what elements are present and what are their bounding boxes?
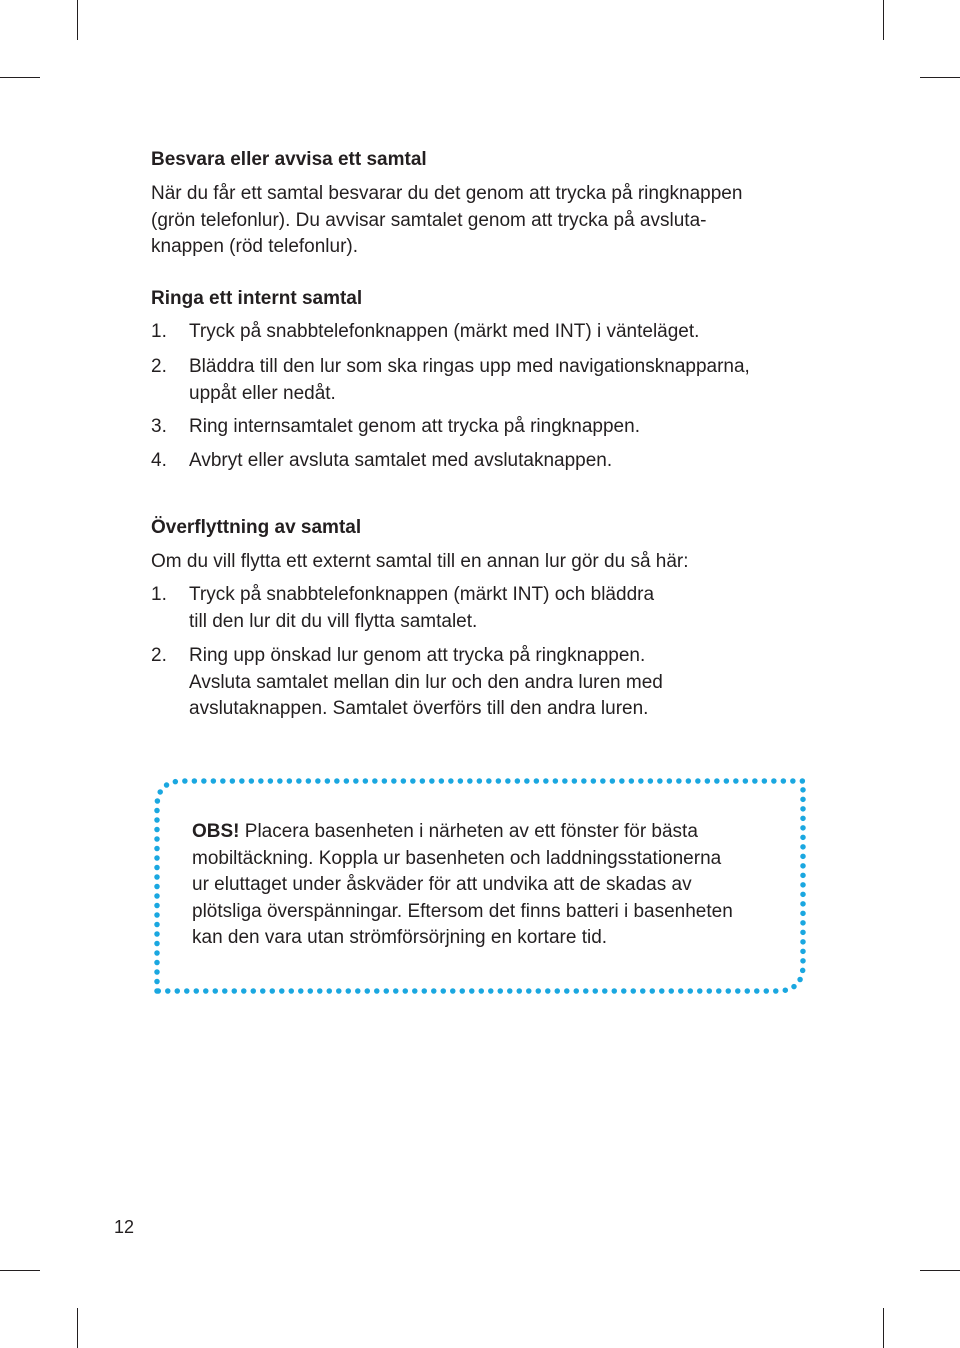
list-item-text: Avsluta samtalet mellan din lur och den andra luren med xyxy=(189,671,663,693)
list-item-number: 1. xyxy=(151,584,167,605)
list-item-text: uppåt eller nedåt. xyxy=(189,382,336,404)
crop-mark xyxy=(920,1270,960,1271)
crop-mark xyxy=(920,77,960,78)
note-line: ur eluttaget under åskväder för att undvika att de skadas av xyxy=(192,874,692,896)
page-number: 12 xyxy=(114,1217,135,1237)
answer-paragraph-line: När du får ett samtal besvarar du det genom att trycka på ringknappen xyxy=(151,183,743,204)
note-line: kan den vara utan strömförsörjning en kortare tid. xyxy=(192,927,608,949)
answer-paragraph-line: (grön telefonlur). Du avvisar samtalet genom att trycka på avsluta- xyxy=(151,209,707,231)
heading-answer-call: Besvara eller avvisa ett samtal xyxy=(151,149,427,170)
crop-mark xyxy=(77,0,78,40)
crop-mark xyxy=(0,1270,40,1271)
list-item-number: 2. xyxy=(151,645,167,666)
list-item-number: 2. xyxy=(151,356,167,377)
list-item-number: 1. xyxy=(151,321,167,342)
list-item-text: till den lur dit du vill flytta samtalet. xyxy=(189,610,478,632)
answer-paragraph-line: knappen (röd telefonlur). xyxy=(151,236,359,257)
heading-internal-call: Ringa ett internt samtal xyxy=(151,288,363,309)
list-item-text: Ring upp önskad lur genom att trycka på ringknappen. xyxy=(189,645,646,666)
list-item-number: 3. xyxy=(151,416,167,437)
crop-mark xyxy=(0,77,40,78)
crop-mark xyxy=(77,1308,78,1348)
list-item-text: avslutaknappen. Samtalet överförs till den andra luren. xyxy=(189,698,649,719)
list-item-text: Bläddra till den lur som ska ringas upp med navigationsknapparna, xyxy=(189,356,750,377)
note-line: plötsliga överspänningar. Eftersom det finns batteri i basenheten xyxy=(192,900,733,922)
note-text xyxy=(192,819,792,952)
list-item-text: Ring internsamtalet genom att trycka på ringknappen. xyxy=(189,416,640,437)
note-line xyxy=(192,819,792,846)
note-line: mobiltäckning. Koppla ur basenheten och laddningsstationerna xyxy=(192,847,722,869)
list-item-text: Avbryt eller avsluta samtalet med avslutaknappen. xyxy=(189,450,613,471)
crop-mark xyxy=(883,0,884,40)
note-label: OBS! xyxy=(192,821,240,842)
note-first-line: Placera basenheten i närheten av ett fönster för bästa xyxy=(239,821,698,842)
list-item-text: Tryck på snabbtelefonknappen (märkt med INT) i vänteläget. xyxy=(189,321,700,342)
crop-mark xyxy=(883,1308,884,1348)
list-item-text: Tryck på snabbtelefonknappen (märkt INT) och bläddra xyxy=(189,584,655,605)
transfer-intro: Om du vill flytta ett externt samtal till en annan lur gör du så här: xyxy=(151,551,689,572)
heading-transfer-call: Överflyttning av samtal xyxy=(151,517,362,538)
list-item-number: 4. xyxy=(151,450,167,471)
